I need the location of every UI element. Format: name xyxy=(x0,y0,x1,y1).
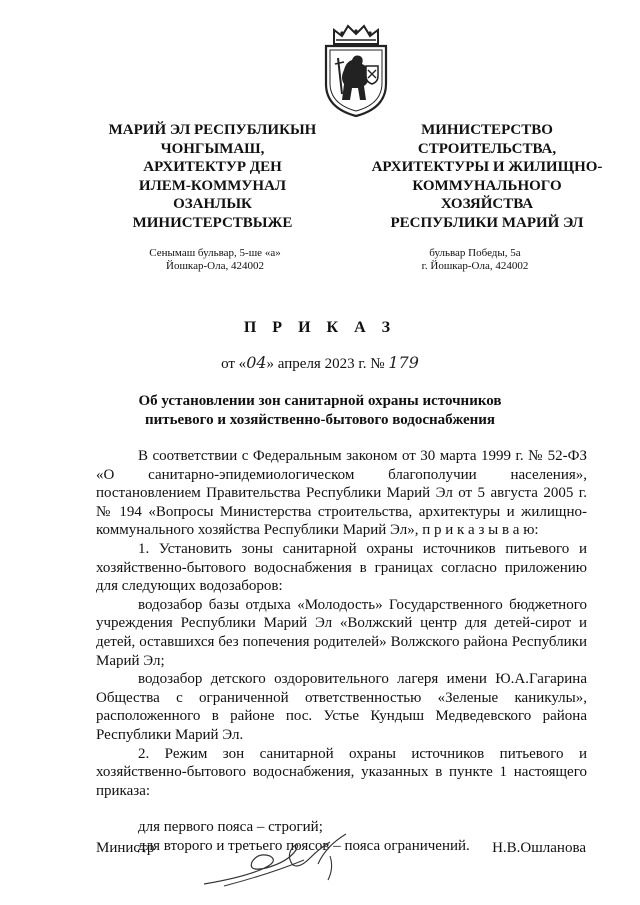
order-number: 179 xyxy=(388,353,419,372)
address-line: г. Йошкар-Ола, 424002 xyxy=(421,260,529,272)
coat-of-arms-icon xyxy=(320,22,392,118)
header-right-line: СТРОИТЕЛЬСТВА, xyxy=(417,140,557,157)
header-right-line: РЕСПУБЛИКИ МАРИЙ ЭЛ xyxy=(390,214,584,231)
header-right-address xyxy=(360,247,590,273)
header-left-line: МАРИЙ ЭЛ РЕСПУБЛИКЫН xyxy=(108,122,317,138)
header-right-line: АРХИТЕКТУРЫ И ЖИЛИЩНО- xyxy=(371,159,603,175)
order-subject xyxy=(110,392,530,430)
subject-line: Об установлении зон санитарной охраны источников xyxy=(138,393,502,409)
header-left-line: ИЛЕМ-КОММУНАЛ xyxy=(138,177,287,194)
address-line: Йошкар-Ола, 424002 xyxy=(166,260,264,272)
address-line: бульвар Победы, 5а xyxy=(429,247,521,259)
order-date-prefix: от « xyxy=(221,356,247,372)
address-line: Сенымаш бульвар, 5-ше «а» xyxy=(149,247,281,259)
body-paragraph-item-1: 1. Установить зоны санитарной охраны источников питьевого и хозяйственно-бытового водоснабжения в границах согласно приложению для следующих водозаборов: xyxy=(96,540,587,595)
body-paragraph-water-intake-2: водозабор детского оздоровительного лагеря имени Ю.А.Гагарина Общества с ограниченной ответственностью «Зеленые каникулы», расположенного в районе пос. Устье Кундыш Медведевского района Республики Марий Эл. xyxy=(96,671,587,743)
header-right-line: МИНИСТЕРСТВО xyxy=(421,122,553,138)
header-left-ministry-name xyxy=(95,121,330,232)
body-paragraph-preamble: В соответствии с Федеральным законом от 30 марта 1999 г. № 52-ФЗ «О санитарно-эпидемиологическом благополучии населения», постановлением Правительства Республики Марий Эл от 5 августа 2005 г. № 194 «Вопросы Министерства строительства, архитектуры и жилищно-коммунального хозяйства Республики Марий Эл», п р и к а з ы в а ю: xyxy=(96,448,587,539)
header-left-line: ОЗАНЛЫК xyxy=(173,196,252,212)
body-paragraph-second-third-belt: для второго и третьего поясов – пояса ограничений. xyxy=(138,837,470,854)
body-paragraph-first-belt: для первого пояса – строгий; xyxy=(138,819,323,836)
header-left-address xyxy=(110,247,320,273)
signatory-role: Министр xyxy=(96,840,155,856)
header-left-line: МИНИСТЕРСТВЫЖЕ xyxy=(132,214,293,231)
body-paragraph-item-2: 2. Режим зон санитарной охраны источников питьевого и хозяйственно-бытового водоснабжения, указанных в пункте 1 настоящего приказа: xyxy=(96,745,587,799)
header-right-line: ХОЗЯЙСТВА xyxy=(440,196,534,212)
order-date-day: 04 xyxy=(246,353,267,372)
order-date-middle: » апреля 2023 г. № xyxy=(266,356,385,372)
header-left-line: АРХИТЕКТУР ДЕН xyxy=(143,159,282,175)
order-title: П Р И К А З xyxy=(243,319,397,336)
handwritten-signature xyxy=(200,828,370,892)
header-left-line: ЧОНГЫМАШ, xyxy=(160,140,265,157)
order-body xyxy=(96,447,587,855)
header-right-line: КОММУНАЛЬНОГО xyxy=(412,177,562,194)
subject-line: питьевого и хозяйственно-бытового водоснабжения xyxy=(144,412,496,428)
header-right-ministry-name xyxy=(352,121,622,232)
body-paragraph-water-intake-1: водозабор базы отдыха «Молодость» Государственного бюджетного учреждения Республики Марий Эл «Волжский центр для детей-сирот и детей, оставшихся без попечения родителей» Волжского района Республики Марий Эл; xyxy=(96,596,587,669)
order-date-line xyxy=(0,353,640,373)
signatory-name: Н.В.Ошланова xyxy=(492,840,586,856)
